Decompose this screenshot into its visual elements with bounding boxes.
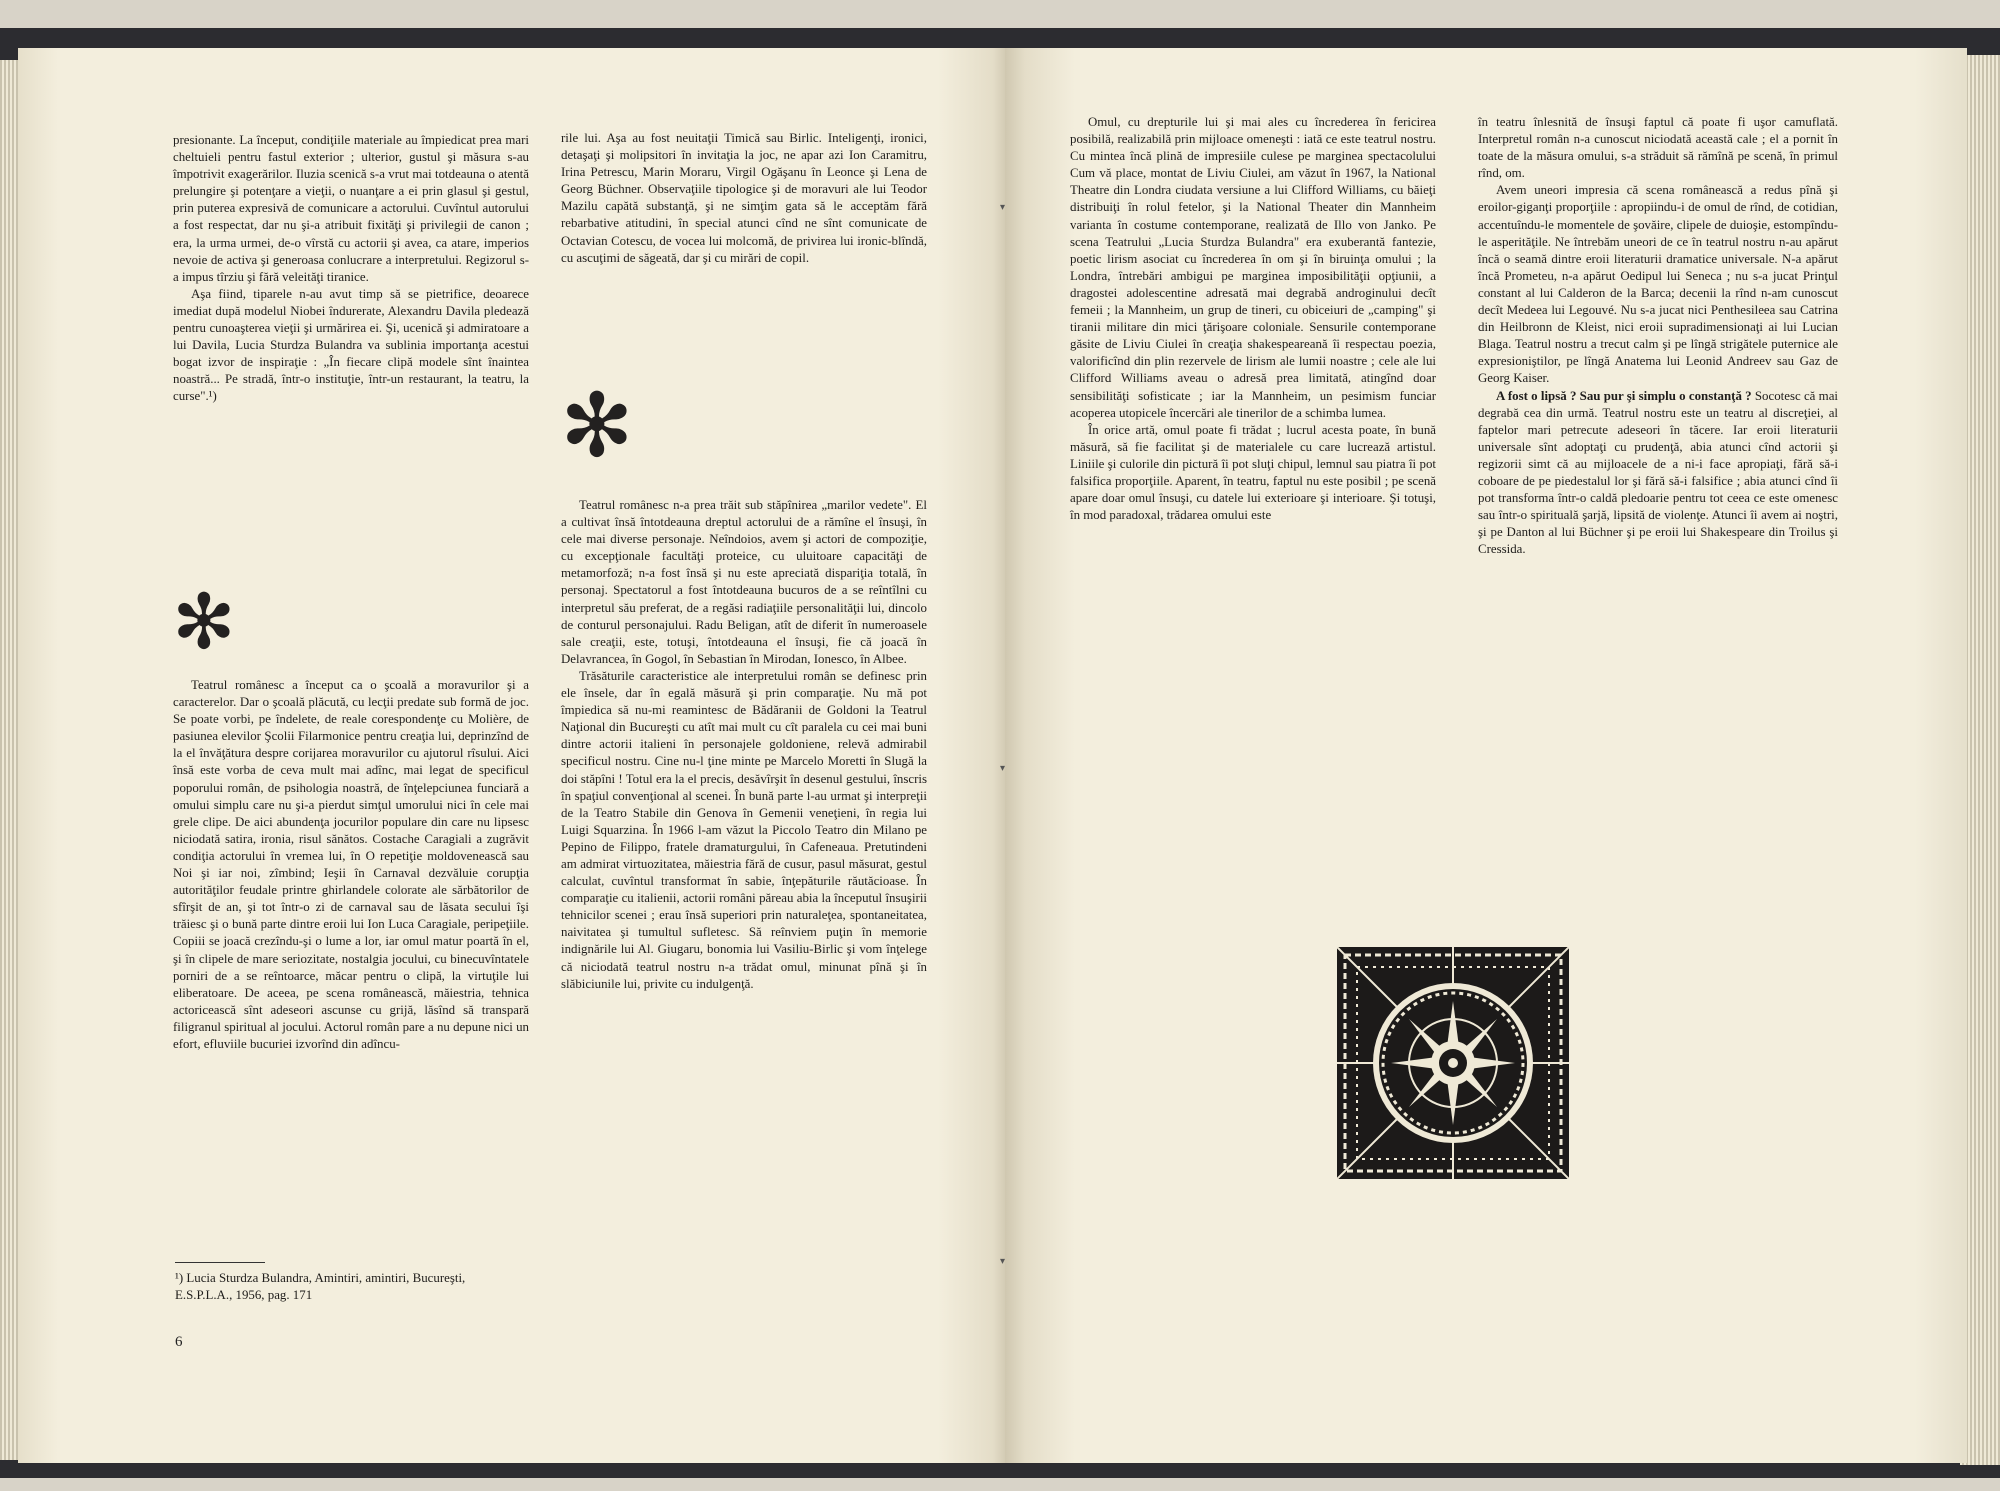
paragraph: Trăsăturile caracteristice ale interpretului român se definesc prin ele însele, dar în egală măsură şi prin comparaţie. Nu mă pot împiedica să nu-mi reamintesc de Bădăranii de Goldoni la Teatrul Naţional din Bucureşti cu atît mai mult cu cît paralela cu cei mai buni dintre actorii italieni în personajele goldoniene, relevă admirabil specificul nostru. Cine nu-l ţine minte pe Marcelo Moretti în Slugă la doi stăpîni ! Totul era la el precis, desăvîrşit în desenul gestului, înscris în spaţiul convenţional al scenei. În bună parte l-au urmat şi interpreţii de la Teatro Stabile din Genova în Gemenii veneţieni, în regia lui Luigi Squarzina. În 1966 l-am văzut la Piccolo Teatro din Milano pe Pepino de Filippo, fratele dramaturgului, în Cafeneaua. Pretutindeni am admirat virtuozitatea, măiestria fără de cusur, pasul măsurat, gestul calculat, cuvîntul transformat în sabie, înţepăturile răutăcioase. În comparaţie cu italienii, actorii români păreau abia la începutul însuşirii tehnicilor scenei ; erau însă superiori prin naturaleţea, spontaneitatea, naivitatea şi tumultul sufletesc. Să reînviem puţin în memorie indignările lui Al. Giugaru, bonomia lui Vasiliu-Birlic şi vom înţelege că niciodată teatrul nostru n-a trădat omul, minunat pînă şi în slăbiciunile lui, privite cu indulgenţă.	[561, 668, 927, 991]
left-column-2-continued	[561, 497, 927, 993]
paragraph: Teatrul românesc a început ca o şcoală a moravurilor şi a caracterelor. Dar o şcoală plăcută, cu lecţii predate sub formă de joc. Se poate vorbi, pe îndelete, de reale corespondenţe cu Molière, de pasiunea elevilor Şcolii Filarmonice pentru creaţia lui, deprinzînd de la el învăţătura despre corijarea moravurilor cu ajutorul rîsului. Aici însă este vorba de ceva mult mai adînc, mai legat de specificul poporului român, de psihologia noastră, de înţelepciunea funciară a omului simplu care nu şi-a pierdut simţul umorului nici în cele mai grele clipe. De aici abundenţa jocurilor populare din care nu lipsesc niciodată satira, ironia, risul sănătos. Costache Caragiali a zugrăvit condiţia actorului în vremea lui, în O repetiţie moldovenească sau Noi şi iar noi, zîmbind; Ieşii în Carnaval dezvăluie corupţia autorităţilor feudale printre ghirlandele colorate ale sărbătorilor de sfîrşit de an, şi tot într-o zi de carnaval sau de lăsata secului îşi trăiesc şi o bună parte dintre eroii lui Ion Luca Caragiale, peripeţiile. Copiii se joacă crezîndu-şi o lume a lor, iar omul matur poartă în el, şi în clipele de mare seriozitate, nostalgia jocului, cu binecuvîntatele porniri de a se reîntoarce, măcar pentru o clipă, la virtuţile lui eliberatoare. De aceea, pe scena românească, măiestria, tehnica actoricească sînt adeseori ascunse cu grijă, lăsînd să transpară filigranul spiritual al jocului. Actorul român pare a nu depune nici un efort, efluviile bucuriei izvorînd din adîncu-	[173, 678, 529, 1051]
asterisk-ornament-icon: ✻	[560, 374, 634, 477]
paragraph	[1478, 388, 1838, 559]
paragraph: în teatru înlesnită de însuşi faptul că poate fi uşor camuflată. Interpretul român n-a cunoscut niciodată această cale ; el a pornit în toate de la măsura omului, s-a străduit să rămînă pe scenă, în primul rînd, om.	[1478, 115, 1838, 181]
rosette-ornament-icon	[1337, 947, 1569, 1179]
paragraph: Omul, cu drepturile lui şi mai ales cu încrederea în fericirea posibilă, realizabilă prin mijloace omeneşti : iată ce este teatrul nostru. Cu mintea încă plină de impresiile culese pe marginea spectacolului Cum vă place, montat de Liviu Ciulei, am văzut în 1967, la National Theatre din Londra ciudata versiune a lui Clifford Williams, cu băieţi distribuiţi în rolul fetelor, şi la National Theater din Mannheim varianta în costume contemporane, realizată de Illo von Janko. Pe scena Teatrului „Lucia Sturdza Bulandra" era exuberantă fantezie, poetic lirism asociat cu încrederea în om şi în biruinţa omului ; la Londra, întrebări ambigui pe marginea imposibilităţii opţiunii, a dragostei adolescentine adresată mai degrabă androginului decît femeii ; la Mannheim, un grup de tineri, cu obiceiuri de „camping" şi tiranii militare din mici ţărişoare coloniale. Sensurile contemporane găsite de Liviu Ciulei în creaţia shakespeareană îi respectau poezia, valorificînd din plin rezervele de lirism ale lumii noastre ; cele ale lui Clifford Williams aveau o adresă prea limitată, atingînd doar sensibilităţi sofisticate ; iar la Mannheim, un pesimism funciar acoperea utopicele încercări ale tinerilor de a schimba lumea.	[1070, 115, 1436, 420]
gutter-mark: ▾	[1000, 1256, 1006, 1267]
right-column-2	[1478, 114, 1838, 558]
paragraph: În orice artă, omul poate fi trădat ; lucrul acesta poate, în bună măsură, să fie facilitat şi de materialele cu care lucrează artistul. Liniile şi culorile din pictură îi pot sluţi chipul, lemnul sau piatra îi pot falsifica proporţiile. Aparent, în teatru, faptul nu este posibil ; pe scenă apare doar omul însuşi, cu datele lui exterioare şi interioare. Şi totuşi, în mod paradoxal, trădarea omului este	[1070, 422, 1436, 523]
gutter-mark: ▾	[1000, 202, 1006, 213]
footnote-rule	[175, 1262, 265, 1263]
left-column-1	[173, 132, 529, 406]
gutter-mark: ▾	[1000, 763, 1006, 774]
paragraph: Teatrul românesc n-a prea trăit sub stăpînirea „marilor vedete". El a cultivat însă întotdeauna dreptul actorului de a rămîne el însuşi, în cele mai diverse personaje. Neîndoios, avem şi actori de compoziţie, cu excepţionale facultăţi proteice, cu uluitoare capacităţi de metamorfoză; n-a fost însă şi nu este apreciată dispariţia totală, în personaj. Spectatorul a fost întotdeauna bucuros de a se reîntîlni cu interpretul său preferat, de a regăsi radiaţiile personalităţii lui, dincolo de conturul personajului. Radu Beligan, atît de diferit în numeroasele sale creaţii, este, totuşi, întotdeauna el însuşi, fie că joacă în Delavrancea, în Gogol, în Sebastian în Mirodan, Ionesco, în Albee.	[561, 498, 927, 666]
paragraph: Aşa fiind, tiparele n-au avut timp să se pietrifice, deoarece imediat după modelul Niobei îndurerate, Alexandru Davila pledează pentru cunoaşterea vieţii şi urmărirea ei. Şi, ucenică şi admiratoare a lui Davila, Lucia Sturdza Bulandra va sublinia importanţa acestui bogat izvor de inspiraţie : „În fiecare clipă modele sînt înaintea noastră... Pe stradă, într-o instituţie, într-un restaurant, la teatru, la curse".¹)	[173, 286, 529, 404]
left-column-2	[561, 130, 927, 267]
asterisk-ornament-icon: ✻	[172, 577, 236, 666]
paragraph-text: Socotesc că mai degrabă cea din urmă. Teatrul nostru este un teatru al discreţiei, al faptelor mari petrecute adeseori în tăcere. Iar eroii literaturii universale sînt adoptaţi cu prudenţă, abia atunci cînd actorii şi regizorii simt că au mijloacele de a ni-i face apropiaţi, fără să-i coboare de pe piedestalul lor şi fără să-i falsifice ; abia atunci cînd îi pot transforma într-o caldă pledoarie pentru tot ceea ce este omenesc sau într-o spirituală şarjă, lipsită de violenţe. Atunci îi avem ai noştri, şi pe Danton al lui Büchner şi pe eroii lui Shakespeare din Troilus şi Cressida.	[1478, 388, 1838, 557]
page-number: 6	[175, 1334, 183, 1350]
right-column-1	[1070, 114, 1436, 524]
footnote: ¹) Lucia Sturdza Bulandra, Amintiri, amintiri, Bucureşti, E.S.P.L.A., 1956, pag. 171	[175, 1271, 466, 1303]
paragraph: Avem uneori impresia că scena românească a redus pînă şi eroilor-giganţi proporţiile : apropiindu-i de omul de rînd, de cotidian, accentuîndu-le momentele de şovăire, clipele de duioşie, estompîndu-le asperităţile. Ne întrebăm uneori de ce în teatrul nostru n-au apărut încă o seamă dintre eroii literaturii dramatice universale. N-a apărut încă Prometeu, n-a apărut Oedipul lui Seneca ; nu s-a jucat Prinţul constant al lui Calderon de la Barca; decenii la rînd n-am cunoscut decît Medeea lui Legouvé. Nu s-a jucat nici Penthesileea sau Catrina din Heilbronn de Kleist, nici eroii supradimensionaţi ai lui Lucian Blaga. Teatrul nostru a trecut calm şi pe lîngă strigătele puternice ale expresioniştilor, pe lîngă Anatema lui Leonid Andreev sau Gaz de Georg Kaiser.	[1478, 183, 1838, 386]
left-column-1-continued	[173, 677, 529, 1053]
paragraph: presionante. La început, condiţiile materiale au împiedicat prea mari cheltuieli pentru fastul exterior ; ulterior, gustul şi măsura s-au împotrivit exagerărilor. Iluzia scenică s-a vrut mai totdeauna o atentă prelungire şi potenţare a vieţii, o nuanţare a ei prin glasul şi gestul, prin puterea expresivă de comunicare a actorului. Cuvîntul autorului a fost respectat, dar nu şi-a atribuit fixităţi şi privilegii de canon ; era, la urma urmei, de-o vîrstă cu actorii şi avea, ca atare, imperios nevoie de activa şi generoasa conlucrare a interpretului. Regizorul s-a impus tîrziu şi fără veleităţi tiranice.	[173, 133, 529, 284]
paragraph: rile lui. Aşa au fost neuitaţii Timică sau Birlic. Inteligenţi, ironici, detaşaţi şi molipsitori în invitaţia la joc, ne apar azi Ion Caramitru, Irina Petrescu, Marin Moraru, Virgil Ogăşanu în Leonce şi Lena de Georg Büchner. Observaţiile tipologice şi de moravuri ale lui Teodor Mazilu capătă substanţă, şi ne simţim gata să le acceptăm fără rebarbative atitudini, în special atunci cînd ne sînt comunicate de Octavian Cotescu, de vocea lui molcomă, de privirea lui ironic-blîndă, cu ascuţimi de săgeată, dar şi cu mirări de copil.	[561, 131, 927, 265]
bold-lead: A fost o lipsă ? Sau pur şi simplu o constanţă ?	[1496, 388, 1752, 403]
